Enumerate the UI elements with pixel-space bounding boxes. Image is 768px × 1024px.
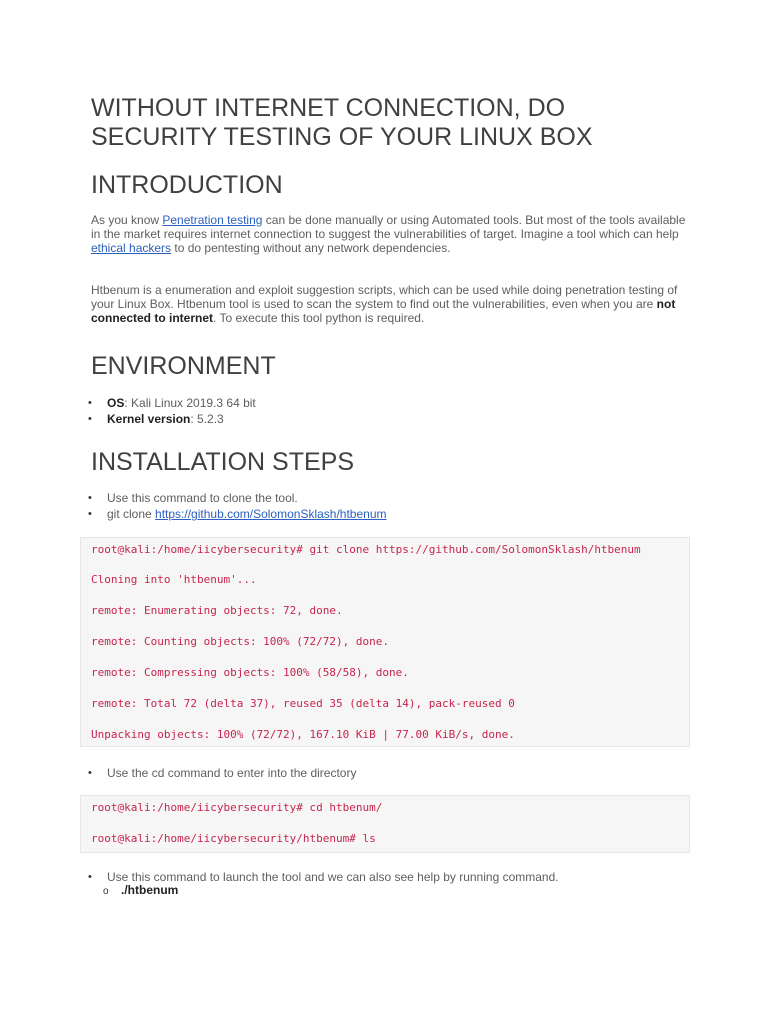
list-item-step-clone: • Use this command to clone the tool. [91, 490, 691, 506]
installation-list-1 [91, 490, 691, 522]
code-line: Unpacking objects: 100% (72/72), 167.10 KiB | 77.00 KiB/s, done. [91, 728, 515, 741]
code-line: remote: Compressing objects: 100% (58/58), done. [91, 666, 409, 679]
github-repo-link[interactable]: https://github.com/SolomonSklash/htbenum [155, 507, 387, 521]
intro-paragraph-1: As you know Penetration testing can be done manually or using Automated tools. But most of the tools available in the market requires internet connection to suggest the vulnerabilities of target. Imagine a tool which can help ethical hackers to do pentesting without any network dependencies. [91, 213, 686, 255]
code-block-clone [80, 537, 690, 747]
list-item-step-launch: • Use this command to launch the tool and we can also see help by running command. [91, 869, 691, 885]
environment-list [91, 395, 691, 427]
intro-heading: INTRODUCTION [91, 171, 283, 199]
environment-heading: ENVIRONMENT [91, 352, 276, 380]
installation-list-2 [91, 765, 691, 781]
list-item-os: • OS: Kali Linux 2019.3 64 bit [91, 395, 691, 411]
circle-bullet-icon: o [103, 886, 109, 897]
htbenum-command: ./htbenum [121, 883, 179, 897]
sub-list-item-htbenum [103, 883, 178, 899]
page-title: WITHOUT INTERNET CONNECTION, DO SECURITY TESTING OF YOUR LINUX BOX [91, 94, 593, 151]
code-line: Cloning into 'htbenum'... [91, 573, 257, 586]
code-line: root@kali:/home/iicybersecurity# git clone https://github.com/SolomonSklash/htbenum [91, 543, 641, 556]
code-line: remote: Enumerating objects: 72, done. [91, 604, 343, 617]
list-item-kernel: • Kernel version: 5.2.3 [91, 411, 691, 427]
ethical-hackers-link[interactable]: ethical hackers [91, 241, 172, 255]
code-block-cd [80, 795, 690, 853]
bold-not-connected: not connected to internet [91, 297, 676, 325]
intro-paragraph-2: Htbenum is a enumeration and exploit suggestion scripts, which can be used while doing penetration testing of your Linux Box. Htbenum tool is used to scan the system to find out the vulnerabilities, even when you are not connected to internet. To execute this tool python is required. [91, 283, 678, 325]
code-line: remote: Total 72 (delta 37), reused 35 (delta 14), pack-reused 0 [91, 697, 515, 710]
list-item-step-cd: • Use the cd command to enter into the directory [91, 765, 691, 781]
list-item-step-git: • git clone https://github.com/SolomonSklash/htbenum [91, 506, 691, 522]
code-line: root@kali:/home/iicybersecurity# cd htbenum/ [91, 801, 383, 814]
penetration-testing-link[interactable]: Penetration testing [162, 213, 263, 227]
code-line: remote: Counting objects: 100% (72/72), done. [91, 635, 390, 648]
installation-list-3 [91, 869, 691, 885]
installation-heading: INSTALLATION STEPS [91, 448, 355, 476]
code-line: root@kali:/home/iicybersecurity/htbenum# ls [91, 832, 376, 845]
